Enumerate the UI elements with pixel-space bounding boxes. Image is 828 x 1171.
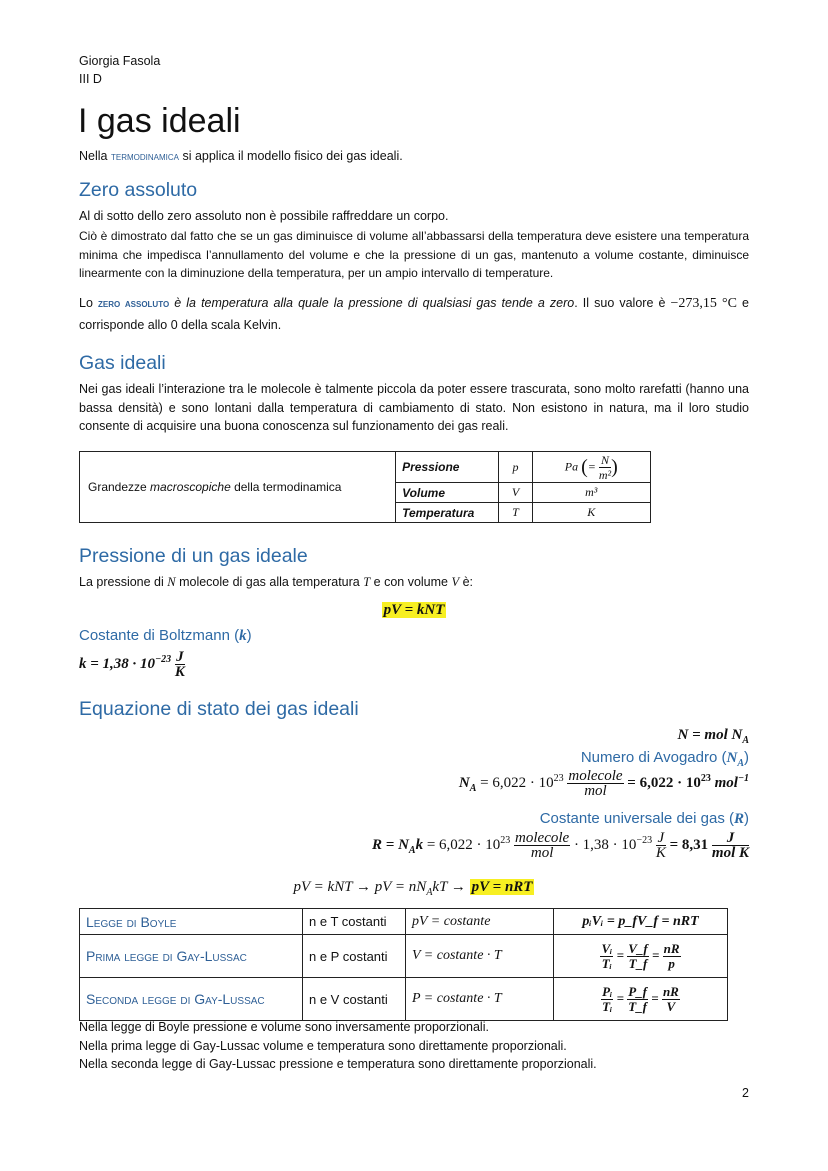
r-result: = 8,31 [669, 836, 709, 853]
qty-unit: K [532, 503, 650, 523]
table-row [80, 909, 728, 935]
macro-label-it: macroscopiche [150, 480, 231, 494]
table-row [80, 452, 651, 483]
r-num2: J [657, 830, 665, 846]
r-num1: molecole [515, 830, 570, 846]
qty-name: Pressione [396, 452, 499, 483]
r-num3: J [712, 831, 749, 846]
r-den2: K [655, 845, 666, 861]
num-1: Vᵢ [601, 940, 613, 956]
frac-2 [627, 942, 649, 971]
unit-num: N [599, 453, 611, 468]
note-line: Nella seconda legge di Gay-Lussac pressione e temperatura sono direttamente proporzionali. [79, 1057, 597, 1071]
zero-p3-post: e corrisponde allo 0 della scala Kelvin. [79, 296, 749, 332]
r-fraction-2 [656, 831, 666, 860]
k-formula: k = 1,38 · 10 [79, 655, 156, 672]
r-formula [372, 831, 749, 860]
notes [79, 1018, 749, 1074]
zero-value: −273,15 °C [670, 296, 737, 311]
zero-term: zero assoluto [97, 298, 170, 310]
qty-symbol: T [499, 503, 532, 523]
qty-name: Volume [396, 483, 499, 503]
intro-post: si applica il modello fisico dei gas ideali. [178, 149, 403, 163]
den-2: T_f [628, 955, 648, 971]
table-row [80, 978, 728, 1021]
law-const: n e P costanti [303, 935, 406, 978]
paren-open: ( [581, 455, 588, 478]
note-line: Nella prima legge di Gay-Lussac volume e temperatura sono direttamente proporzionali. [79, 1038, 567, 1053]
den-1: Tᵢ [602, 998, 613, 1014]
law-const: n e T costanti [303, 909, 406, 935]
state-chain [0, 879, 828, 898]
na-lhs-sub: A [469, 782, 477, 794]
zero-p2: Ciò è dimostrato dal fatto che se un gas diminuisce di volume all’abbassarsi della temperatura deve esistere una temperatura minima che impedisca l’annullamento del volume e che la pressione di un gas, mantenuto a volume costante, diminuisce linearmente con la diminuzione della temperatura, per un ampio intervallo di temperature. [79, 229, 749, 280]
pressure-p1-a: La pressione di [79, 575, 168, 589]
laws-table [79, 908, 728, 1021]
law-name: Seconda legge di Gay-Lussac [80, 978, 303, 1021]
pressure-heading: Pressione di un gas ideale [79, 545, 308, 567]
note-line: Nella legge di Boyle pressione e volume sono inversamente proporzionali. [79, 1020, 489, 1034]
qty-symbol: V [499, 483, 532, 503]
law-formula: pᵢVᵢ = p_fV_f = nRT [554, 909, 728, 935]
unit-pre: Pa [564, 458, 579, 473]
law-relation: V = costante · T [406, 935, 554, 978]
law-relation: pV = costante [406, 909, 554, 935]
boltzmann-formula [79, 650, 185, 679]
unit-fraction [599, 453, 611, 482]
pressure-p1 [79, 573, 749, 592]
num-2: P_f [628, 983, 648, 999]
avogadro-formula [459, 769, 749, 798]
r-den3: mol K [711, 845, 749, 861]
pressure-p1-N: N [167, 575, 176, 589]
avogadro-close: ) [744, 749, 749, 766]
num-1: Pᵢ [602, 983, 613, 999]
paren-close: ) [611, 455, 618, 478]
pressure-p1-d: è: [459, 575, 474, 589]
n-formula-text: N = mol N [677, 727, 743, 743]
law-name: Legge di Boyle [80, 909, 303, 935]
avogadro-sym: N [726, 750, 738, 766]
zero-p3-mid: . Il suo valore è [574, 296, 671, 310]
gas-p1: Nei gas ideali l’interazione tra le molecole è talmente piccola da poter essere trascurata, sono molto rarefatti (hanno una bassa densità) e sono lontani dalla temperatura di cambiamento di stato. Non esistono in natura, ma il loro studio consente di acquisire una buona conoscenza sul funzionamento dei gas reali. [79, 382, 749, 433]
r-eq: = 6,022 · 10 [423, 836, 501, 853]
r-label: Costante universale dei gas ( [539, 810, 734, 827]
frac-1 [601, 985, 613, 1014]
zero-p3 [79, 293, 749, 336]
na-den: mol [584, 783, 607, 799]
frac-1 [600, 942, 613, 971]
author-block [79, 52, 160, 88]
avogadro-sub: A [737, 758, 744, 769]
page-number: 2 [742, 1086, 749, 1100]
r-close: ) [744, 810, 749, 827]
zero-heading: Zero assoluto [79, 179, 198, 201]
zero-p3-pre: Lo [79, 296, 98, 310]
k-den: K [174, 664, 185, 680]
na-result: = 6,022 · 10 [627, 774, 701, 791]
na-exp: 23 [553, 772, 564, 784]
law-formula: $\frac{\text{Vᵢ}}{\text{Tᵢ}}$ = $\frac{V\_f}{T\_f}$ = $\frac{nR}{p}$ [554, 935, 728, 978]
macro-label-pre: Grandezze [88, 480, 151, 494]
state-heading: Equazione di stato dei gas ideali [79, 698, 359, 720]
k-num: J [176, 649, 184, 665]
num-2: V_f [628, 940, 648, 956]
law-const: n e V costanti [303, 978, 406, 1021]
qty-unit: m³ [532, 483, 650, 503]
den-3: V [666, 998, 676, 1014]
den-3: p [668, 955, 675, 971]
page-title: I gas ideali [78, 102, 241, 140]
r-mid: · 1,38 · 10 [573, 836, 637, 853]
num-3: nR [662, 983, 679, 999]
zero-definition: è la temperatura alla quale la pressione di qualsiasi gas tende a zero [169, 296, 575, 310]
num-3: nR [663, 940, 680, 956]
table-row [80, 935, 728, 978]
pressure-p1-T: T [363, 575, 371, 589]
macro-label [80, 452, 396, 523]
den-1: Tᵢ [601, 955, 612, 971]
pressure-p1-V: V [451, 575, 460, 589]
avogadro-heading [79, 749, 749, 769]
chain-sub: A [426, 887, 433, 898]
r-fraction-3 [712, 831, 749, 860]
pressure-p1-c: e con volume [370, 575, 452, 589]
na-num: molecole [568, 768, 623, 784]
na-eq: = 6,022 · 10 [476, 774, 554, 791]
k-fraction [175, 650, 185, 679]
intro-paragraph [79, 147, 749, 167]
n-sub: A [742, 735, 749, 746]
r-sym: R [733, 811, 744, 827]
na-lhs: N [458, 774, 470, 791]
author-name: Giorgia Fasola [79, 54, 161, 68]
boltz-k: k [239, 628, 247, 644]
law-name: Prima legge di Gay-Lussac [80, 935, 303, 978]
den-2: T_f [628, 998, 648, 1014]
author-class: III D [79, 72, 102, 86]
boltz-heading-text: Costante di Boltzmann ( [79, 627, 240, 644]
chain-final: pV = nRT [471, 879, 533, 895]
r-mid-exp: −23 [636, 834, 653, 846]
k-exp: −23 [155, 653, 172, 665]
pressure-p1-b: molecole di gas alla temperatura [175, 575, 364, 589]
zero-p1: Al di sotto dello zero assoluto non è possibile raffreddare un corpo. [79, 209, 449, 223]
n-formula [678, 727, 749, 746]
r-den1: mol [530, 845, 554, 861]
r-heading [79, 810, 749, 828]
avogadro-label: Numero di Avogadro ( [580, 749, 727, 766]
frac-3 [663, 942, 681, 971]
chain-b: kT → [432, 879, 470, 895]
qty-name: Temperatura [396, 503, 499, 523]
frac-3 [662, 985, 680, 1014]
law-relation: P = costante · T [406, 978, 554, 1021]
na-fraction [567, 769, 623, 798]
r-lhs-sub: A [408, 844, 416, 856]
frac-2 [627, 985, 648, 1014]
r-lhs: R = N [372, 836, 409, 853]
boltz-close: ) [246, 627, 252, 644]
unit-den: m² [598, 467, 612, 482]
ideal-gas-formula-text: pV = kNT [383, 602, 445, 618]
macro-label-post: della termodinamica [230, 480, 342, 494]
intro-term: termodinamica [110, 151, 179, 163]
law-formula: $\frac{\text{Pᵢ}}{\text{Tᵢ}}$ = $\frac{P\_f}{T\_f}$ = $\frac{nR}{V}$ [554, 978, 728, 1021]
na-unit-exp: −1 [737, 772, 749, 784]
r-fraction-1 [514, 831, 570, 860]
boltzmann-heading [79, 627, 252, 645]
ideal-gas-formula [0, 602, 828, 619]
na-result-exp: 23 [700, 772, 711, 784]
qty-symbol: p [499, 452, 532, 483]
gas-heading: Gas ideali [79, 352, 166, 374]
qty-unit: Pa (= $\frac{N}{\text{m²}}$ ) [532, 452, 650, 483]
r-lhs-k: k [415, 836, 424, 853]
na-unit: mol [710, 774, 738, 791]
r-exp: 23 [500, 834, 511, 846]
macro-table [79, 451, 651, 523]
chain-a: pV = kNT → pV = nN [293, 879, 427, 895]
intro-pre: Nella [79, 149, 111, 163]
